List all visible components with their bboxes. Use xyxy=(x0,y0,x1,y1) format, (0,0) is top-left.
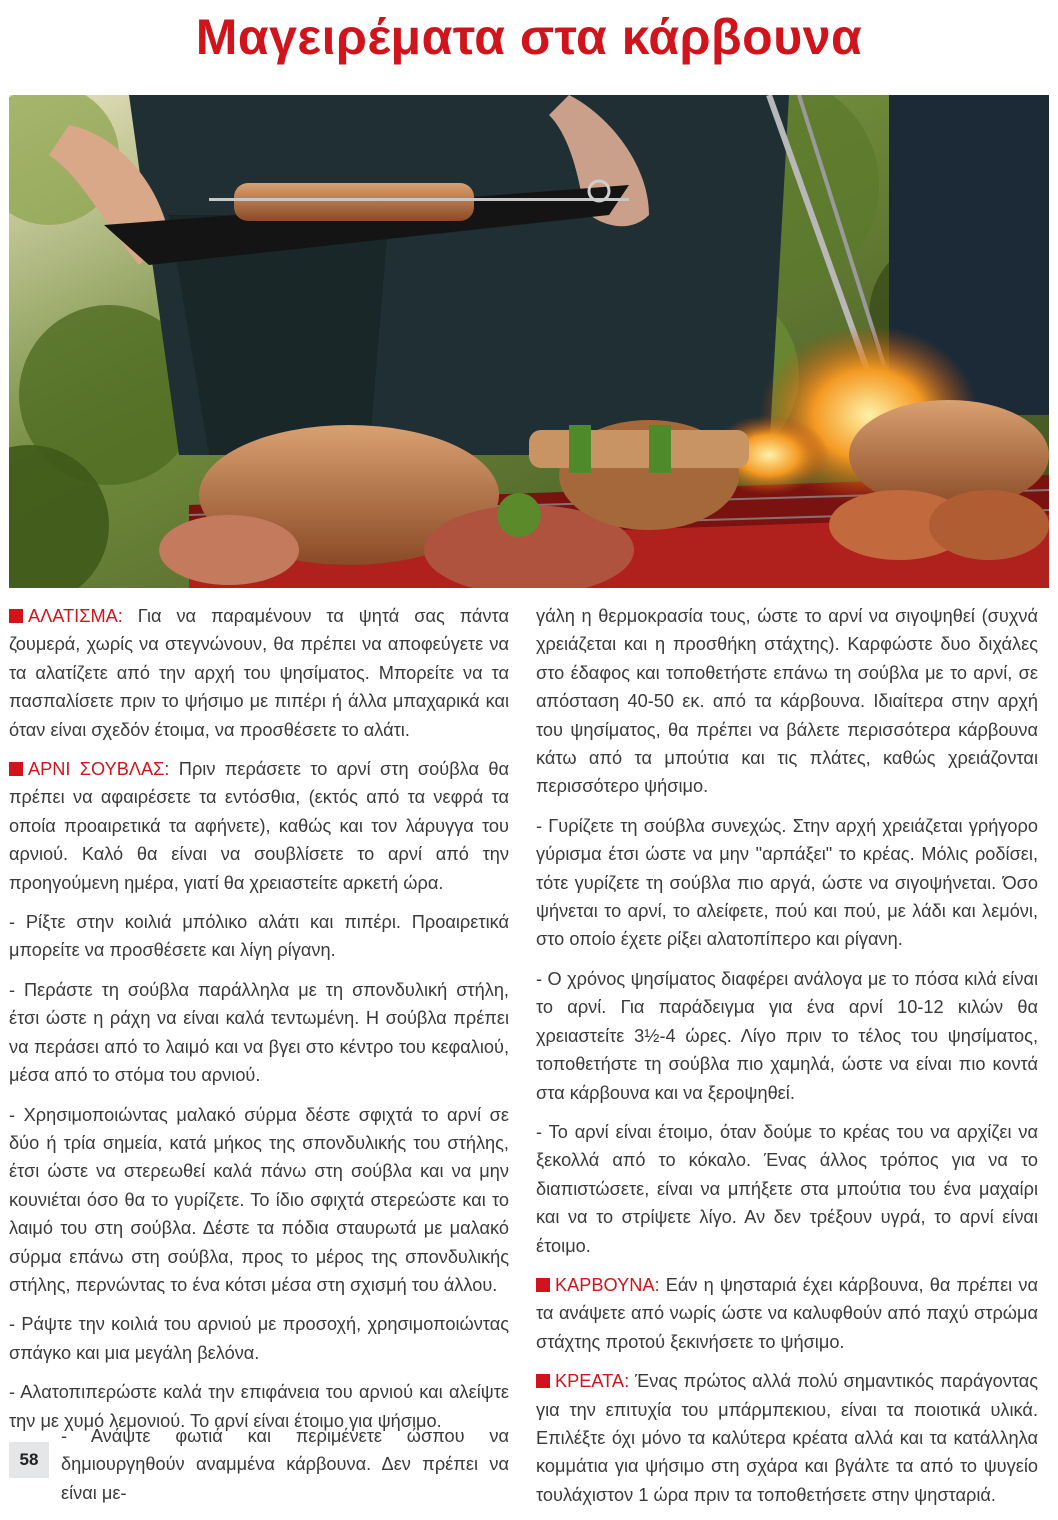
paragraph: - Χρησιμοποιώντας μαλακό σύρμα δέστε σφιχτά το αρνί σε δύο ή τρία σημεία, κατά μήκος της σπονδυλικής του στήλης, έτσι ώστε να στερεωθεί καλά πάνω στη σούβλα και να μην κουνιέται όσο θα το γυρίζετε. Το ίδιο σφιχτά στερεώστε και το λαιμό του στη σούβλα. Δέστε τα πόδια σταυρωτά με μαλακό σύρμα επάνω στη σούβλα, προς το μέρος της σπονδυλικής στήλης, περνώντας το ένα κότσι μέσα στη σχισμή του άλλου. xyxy=(9,1104,509,1295)
red-square-icon xyxy=(536,1374,550,1388)
lead-salting: ΑΛΑΤΙΣΜΑ: xyxy=(28,606,123,626)
lead-lamb: ΑΡΝΙ ΣΟΥΒΛΑΣ: xyxy=(28,759,170,780)
paragraph-salting xyxy=(9,602,509,744)
paragraph: - Γυρίζετε τη σούβλα συνεχώς. Στην αρχή χρειάζεται γρήγορο γύρισμα έτσι ώστε να μην "αρπάξει" το κρέας. Μόλις ροδίσει, τότε γυρίζετε τη σούβλα πιο αργά, ώστε να σιγοψήνεται. Όσο ψήνεται το αρνί, το αλείφετε, πού και πού, με λάδι και λεμόνι, στο οποίο έχετε ρίξει αλατοπίπερο και ρίγανη. xyxy=(536,815,1038,950)
page-title: Μαγειρέματα στα κάρβουνα xyxy=(195,9,863,65)
paragraph: - Ο χρόνος ψησίματος διαφέρει ανάλογα με το πόσα κιλά είναι το αρνί. Για παράδειγμα για ένα αρνί 10-12 κιλών θα χρειαστείτε 3½-4 ώρες. Λίγο πριν το τέλος του ψησίματος, τοποθετήστε τη σούβλα πιο χαμηλά, ώστε να είναι πιο κοντά στα κάρβουνα και να ξεροψηθεί. xyxy=(536,968,1038,1103)
red-square-icon xyxy=(9,609,23,623)
text-salting: Για να παραμένουν τα ψητά σας πάντα ζουμερά, χωρίς να στεγνώνουν, θα πρέπει να αποφεύγετε να τα αλατίζετε από την αρχή του ψησίματος. Μπορείτε να τα πασπαλίσετε πριν το ψήσιμο με πιπέρι ή άλλα μπαχαρικά και όταν είναι σχεδόν έτοιμα, να προσθέσετε το αλάτι. xyxy=(9,606,509,740)
text-coals: Εάν η ψησταριά έχει κάρβουνα, θα πρέπει να τα ανάψετε από νωρίς ώστε να καλυφθούν από παχύ στρώμα στάχτης προτού ξεκινήσετε το ψήσιμο. xyxy=(536,1274,1038,1352)
lead-coals: ΚΑΡΒΟΥΝΑ: xyxy=(555,1274,660,1295)
bottom-row xyxy=(9,1422,509,1503)
paragraph: - Ράψτε την κοιλιά του αρνιού με προσοχή, χρησιμοποιώντας σπάγκο και μια μεγάλη βελόνα. xyxy=(9,1314,509,1363)
text-lamb: Πριν περάσετε το αρνί στη σούβλα θα πρέπει να αφαιρέσετε τα εντόσθια, (εκτός από τα νεφρά τα οποία προαιρετικά τα αφήνετε), καθώς και τον λάρυγγα του αρνιού. Καλό θα είναι να σουβλίσετε το αρνί από την προηγούμενη ημέρα, γιατί θα χρειαστείτε αρκετή ώρα. xyxy=(9,759,509,893)
lead-meats: ΚΡΕΑΤΑ: xyxy=(555,1371,630,1392)
paragraph: γάλη η θερμοκρασία τους, ώστε το αρνί να σιγοψηθεί (συχνά χρειάζεται και η προσθήκη στάχτης). Καρφώστε δυο διχάλες στο έδαφος και τοποθετήστε επάνω τη σούβλα με το αρνί, σε απόσταση 40-50 εκ. από τα κάρβουνα. Ιδιαίτερα στην αρχή του ψησίματος, θα πρέπει να βάλετε περισσότερα κάρβουνα κάτω από τα μπούτια και τις πλάτες, καθώς χρειάζονται περισσότερο ψήσιμο. xyxy=(536,606,1038,797)
paragraph: - Ρίξτε στην κοιλιά μπόλικο αλάτι και πιπέρι. Προαιρετικά μπορείτε να προσθέσετε και λίγη ρίγανη. xyxy=(9,912,509,961)
paragraph: - Το αρνί είναι έτοιμο, όταν δούμε το κρέας του να αρχίζει να ξεκολλά από το κόκαλο. Ένας άλλος τρόπος για να το διαπιστώσετε, είναι να μπήξετε στα μπούτια του ένα μαχαίρι και να το στρίψετε λίγο. Αν δεν τρέξουν υγρά, το αρνί είναι έτοιμο. xyxy=(536,1121,1038,1256)
paragraph: - Περάστε τη σούβλα παράλληλα με τη σπονδυλική στήλη, έτσι ώστε η ράχη να είναι καλά τεντωμένη. Η σούβλα πρέπει να περάσει από το λαιμό και να βγει στο κέντρο του κεφαλιού, μέσα από το στόμα του αρνιού. xyxy=(9,979,509,1086)
right-column xyxy=(536,602,1038,1520)
left-column xyxy=(9,602,509,1446)
paragraph-meats xyxy=(536,1367,1038,1509)
barbecue-photo xyxy=(9,95,1049,588)
paragraph: - Αλατοπιπερώστε καλά την επιφάνεια του αρνιού και αλείψτε την με χυμό λεμονιού. Το αρνί είναι έτοιμο για ψήσιμο. xyxy=(9,1382,509,1431)
text-meats: Ένας πρώτος αλλά πολύ σημαντικός παράγοντας για την επιτυχία του μπάρμπεκιου, είναι τα ποιοτικά υλικά. Επιλέξτε όχι μόνο τα καλύτερα κρέατα αλλά και τα κατάλληλα κομμάτια για ψήσιμο στη σχάρα και βγάλτε τα από το ψυγείο τουλάχιστον 1 ώρα πριν τα τοποθετήσετε στην ψησταριά. xyxy=(536,1371,1038,1505)
red-square-icon xyxy=(536,1278,550,1292)
paragraph: - Ανάψτε φωτιά και περιμένετε ώσπου να δημιουργηθούν αναμμένα κάρβουνα. Δεν πρέπει να είναι με- xyxy=(61,1426,509,1503)
paragraph-lamb xyxy=(9,755,509,897)
paragraph-coals xyxy=(536,1271,1038,1356)
page-number: 58 xyxy=(9,1442,49,1478)
red-square-icon xyxy=(9,762,23,776)
